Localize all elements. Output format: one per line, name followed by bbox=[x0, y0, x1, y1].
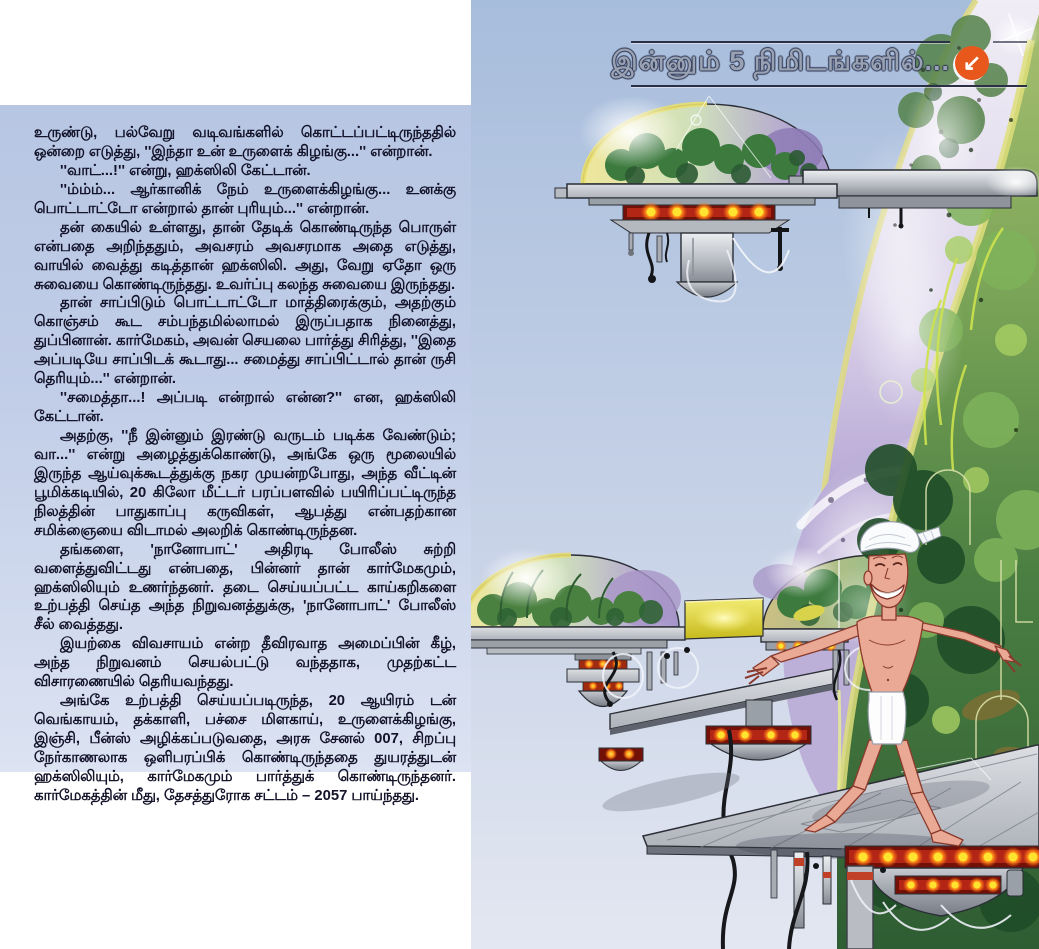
light-strip bbox=[623, 202, 775, 222]
story-paragraph: ''ம்ம்ம்... ஆர்கானிக் நேம் உருளைக்கிழங்கு... உனக்கு பொட்டாட்டோ என்றால் தான் புரியும்...'' என்றான். bbox=[34, 181, 456, 217]
story-paragraph: அதற்கு, ''நீ இன்னும் இரண்டு வருடம் படிக்க வேண்டும்; வா...'' என்று அழைத்துக்கொண்டு, அங்கே ஒரு மூலையில் இருந்த ஆய்வுக்கூடத்துக்கு நகர முயன்றபோது, அந்த வீட்டின் பூமிக்கடியில், 20 கிலோ மீட்டர் பரப்பளவில் பயிரிப்பட்டிருந்த நிலத்தின் பாதுகாப்பு கருவிகள், ஆபத்து என்பதற்கான சமிக்ஞையை விடாமல் அலறிக் கொண்டிருந்தன. bbox=[34, 428, 456, 539]
header-rule-top-right bbox=[993, 41, 1027, 43]
header-rule-bottom bbox=[631, 85, 1027, 87]
glow-bridge bbox=[685, 598, 763, 639]
header-rule-top bbox=[631, 41, 950, 43]
story-paragraph: ''வாட்...!'' என்று, ஹக்ஸிலி கேட்டான். bbox=[60, 162, 311, 179]
arrow-glyph: ↙ bbox=[962, 50, 982, 75]
story-paragraph: உருண்டு, பல்வேறு வடிவங்களில் கொட்டப்பட்டிருந்ததில் ஒன்றை எடுத்து, ''இந்தா உன் உருளைக் கிழங்கு...'' என்றான். bbox=[34, 125, 456, 160]
light-strip bbox=[845, 846, 1039, 868]
story-paragraph: தான் சாப்பிடும் பொட்டாட்டோ மாத்திரைக்கும், அதற்கும் கொஞ்சம் கூட சம்பந்தமில்லாமல் இருப்பதாக நினைத்து, துப்பினான். கார்மேகம், அவன் செயலை பார்த்து சிரித்து, ''இதை அப்படியே சாப்பிடக் கூடாது... சமைத்து சாப்பிட்டால் தான் ருசி தெரியும்...'' என்றான். bbox=[34, 295, 456, 388]
story-paragraph: அங்கே உற்பத்தி செய்யப்படிருந்த, 20 ஆயிரம் டன் வெங்காயம், தக்காளி, பச்சை மிளகாய், உருளைக்கிழங்கு, இஞ்சி, பீன்ஸ் அழிக்கப்படுவதை, அரசு சேனல் 007, சிறப்பு நேர்காணலாக ஒளிபரப்பிக் கொண்டிருந்ததை துயரத்துடன் ஹக்ஸிலியும், கார்மேகமும் பார்த்துக் கொண்டிருந்தனர். கார்மேகத்தின் மீது, தேசத்துரோக சட்டம் – 2057 பாய்ந்தது. bbox=[34, 693, 456, 804]
light-strip bbox=[706, 726, 811, 744]
story-paragraph: இயற்கை விவசாயம் என்ற தீவிரவாத அமைப்பின் கீழ், அந்த நிறுவனம் செயல்பட்டு வந்ததாக, முதற்கட்ட விசாரணையில் தெரியவந்தது. bbox=[34, 636, 456, 691]
story-paragraph: ''சமைத்தா...! அப்படி என்றால் என்ன?'' என, ஹக்ஸிலி கேட்டான். bbox=[34, 390, 456, 426]
story-paragraph: தங்களை, 'நானோபாட்' அதிரடி போலீஸ் சுற்றி வளைத்துவிட்டது என்பதை, பின்னர் தான் கார்மேகமும், ஹக்ஸிலியும் உணர்ந்தனர். தடை செய்யப்பட்ட காய்கறிகளை உற்பத்தி செய்த அந்த நிறுவனத்துக்கு, 'நானோபாட்' போலீஸ் சீல் வைத்தது. bbox=[34, 541, 456, 634]
story-paragraph: தன் கையில் உள்ளது, தான் தேடிக் கொண்டிருந்த பொருள் என்பதை அறிந்ததும், அவசரம் அவசரமாக அதை எடுத்து, வாயில் வைத்து கடித்தான் ஹக்ஸிலி. அது, வேறு ஏதோ ஒரு சுவையை கொண்டிருந்தது. உவர்ப்பு கலந்த சுவையை இருந்தது. bbox=[34, 219, 456, 293]
illustration bbox=[471, 0, 1039, 949]
corner-arrow-icon bbox=[955, 46, 989, 80]
story-text-panel bbox=[0, 105, 471, 804]
header-title: இன்னும் 5 நிமிடங்களில்... bbox=[611, 46, 950, 76]
